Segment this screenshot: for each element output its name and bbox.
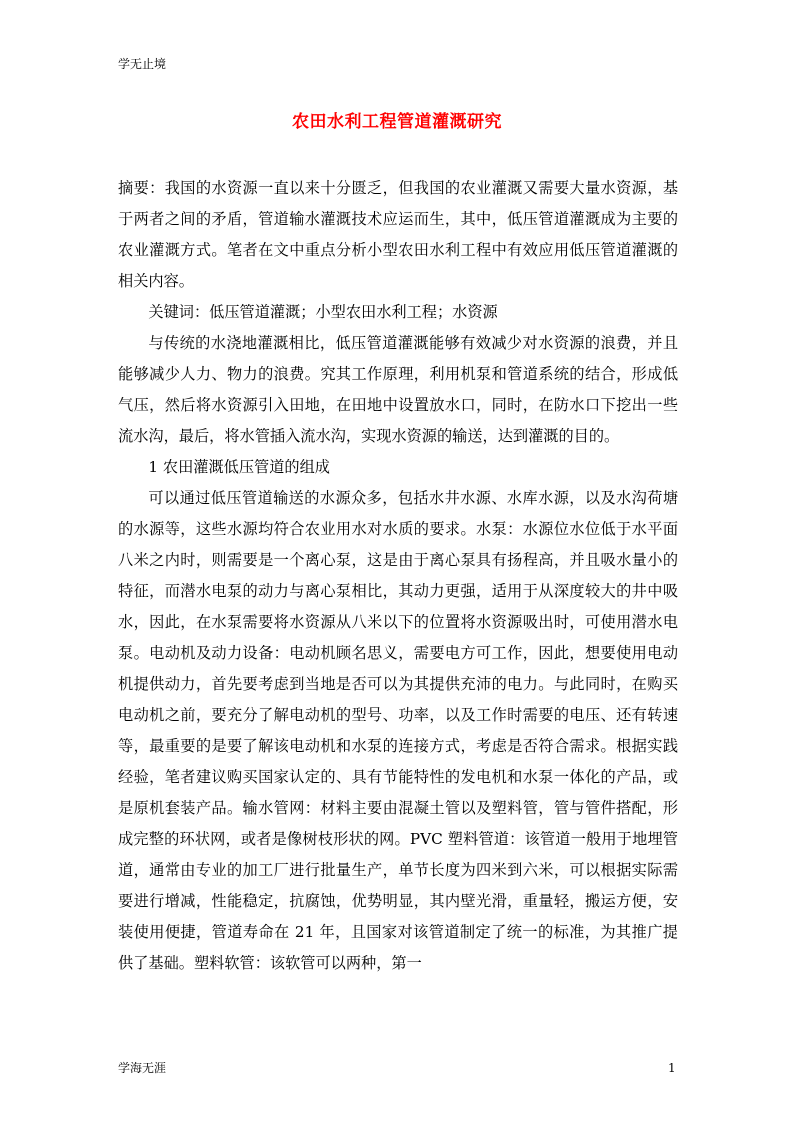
page-number: 1 <box>668 1061 676 1075</box>
document-title: 农田水利工程管道灌溉研究 <box>292 112 502 132</box>
abstract-paragraph: 摘要：我国的水资源一直以来十分匮乏，但我国的农业灌溉又需要大量水资源，基于两者之间的矛盾，管道输水灌溉技术应运而生，其中，低压管道灌溉成为主要的农业灌溉方式。笔者在文中重点分析小型农田水利工程中有效应用低压管道灌溉的相关内容。 <box>118 179 678 290</box>
section-body-paragraph: 可以通过低压管道输送的水源众多，包括水井水源、水库水源，以及水沟荷塘的水源等，这些水源均符合农业用水对水质的要求。水泵：水源位水位低于水平面八米之内时，则需要是一个离心泵，这是由于离心泵具有扬程高，并且吸水量小的特征，而潜水电泵的动力与离心泵相比，其动力更强，适用于从深度较大的井中吸水，因此，在水泵需要将水资源从八米以下的位置将水资源吸出时，可使用潜水电泵。电动机及动力设备：电动机顾名思义，需要电方可工作，因此，想要使用电动机提供动力，首先要考虑到当地是否可以为其提供充沛的电力。与此同时，在购买电动机之前，要充分了解电动机的型号、功率，以及工作时需要的电压、还有转速等，最重要的是要了解该电动机和水泵的连接方式，考虑是否符合需求。根据实践经验，笔者建议购买国家认定的、具有节能特性的发电机和水泵一体化的产品，或是原机套装产品。输水管网：材料主要由混凝土管以及塑料管，管与管件搭配，形成完整的环状网，或者是像树枝形状的网。PVC 塑料管道：该管道一般用于地埋管道，通常由专业的加工厂进行批量生产，单节长度为四米到六米，可以根据实际需要进行增减，性能稳定，抗腐蚀，优势明显，其内壁光滑，重量轻，搬运方便，安装使用便捷，管道寿命在 21 年，且国家对该管道制定了统一的标准，为其推广提供了基础。塑料软管：该软管可以两种，第一 <box>118 489 678 972</box>
document-body <box>118 173 678 979</box>
intro-paragraph: 与传统的水浇地灌溉相比，低压管道灌溉能够有效减少对水资源的浪费，并且能够减少人力、物力的浪费。究其工作原理，利用机泵和管道系统的结合，形成低气压，然后将水资源引入田地，在田地中设置放水口，同时，在防水口下挖出一些流水沟，最后，将水管插入流水沟，实现水资源的输送，达到灌溉的目的。 <box>118 334 678 445</box>
page-footer: 学海无涯 <box>118 1061 167 1075</box>
keywords-paragraph: 关键词：低压管道灌溉；小型农田水利工程；水资源 <box>148 303 498 321</box>
page-header: 学无止境 <box>118 57 167 71</box>
section-heading: 1 农田灌溉低压管道的组成 <box>148 458 330 476</box>
